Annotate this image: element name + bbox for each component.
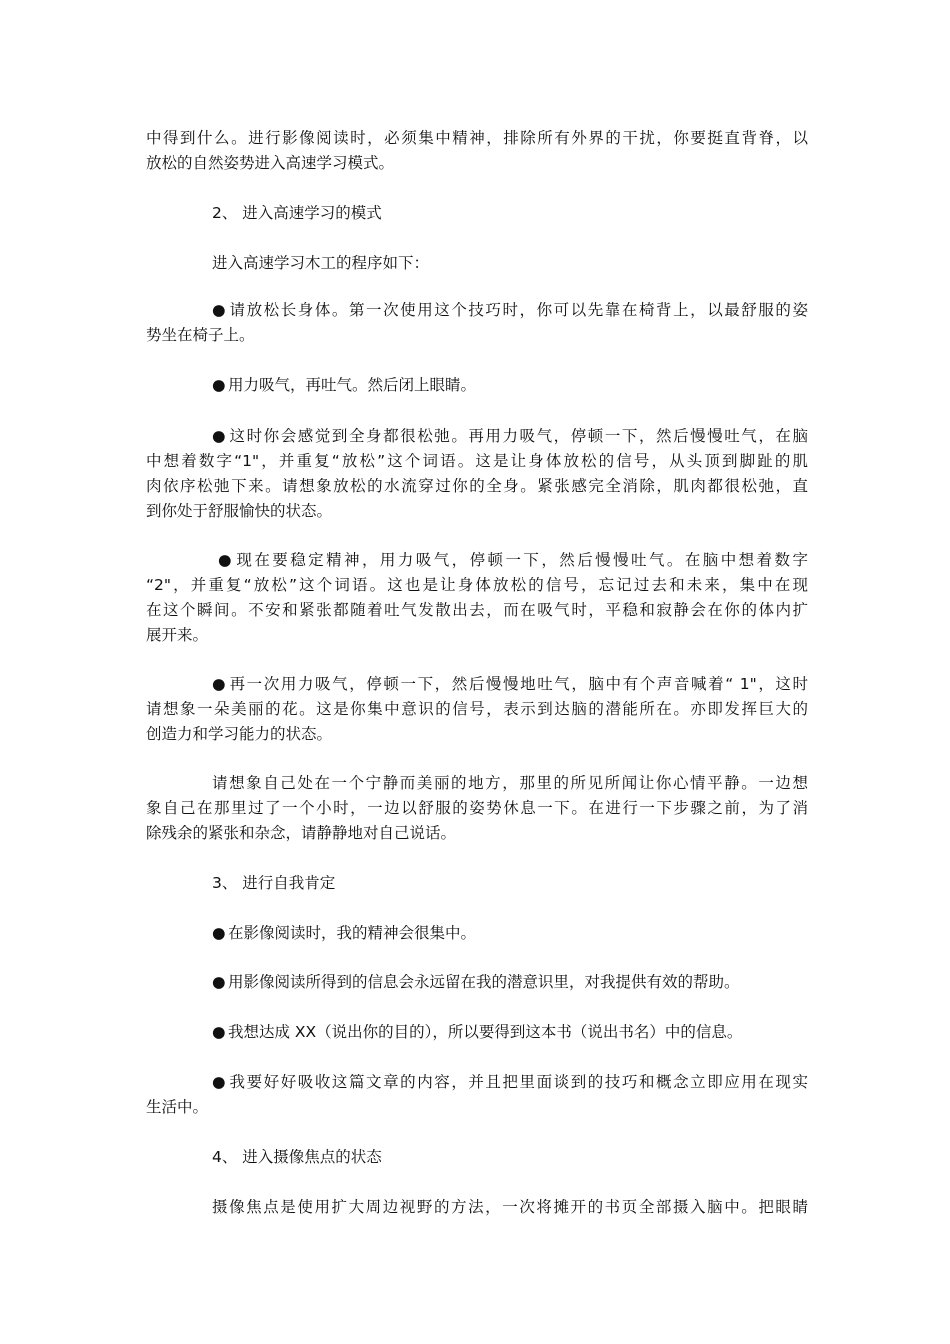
text-line: 创造力和学习能力的状态。 (146, 725, 333, 743)
bullet-icon: ● (212, 1073, 226, 1091)
text-line: ● 用力吸气，再吐气。然后闭上眼睛。 (146, 373, 808, 398)
text-line: 摄像焦点是使用扩大周边视野的方法，一次将摊开的书页全部摄入脑中。把眼睛 (212, 1198, 808, 1216)
text-line: 放松的自然姿势进入高速学习模式。 (146, 154, 395, 172)
bullet-icon: ● (212, 301, 226, 319)
text-line: 请想象自己处在一个宁静而美丽的地方，那里的所见所闻让你心情平静。一边想 (212, 774, 808, 792)
text-line: ● 请放松长身体。第一次使用这个技巧时，你可以先靠在椅背上，以最舒服的姿 (146, 298, 808, 323)
bullet-icon: ● (212, 924, 226, 942)
text-line: ● 这时你会感觉到全身都很松弛。再用力吸气，停顿一下，然后慢慢吐气，在脑 (146, 424, 808, 449)
heading-3 (146, 871, 808, 896)
heading-4 (146, 1145, 808, 1170)
text-line: 展开来。 (146, 626, 209, 644)
heading-2 (146, 201, 808, 226)
text-line: ● 用影像阅读所得到的信息会永远留在我的潜意识里，对我提供有效的帮助。 (146, 970, 808, 995)
text-line: 请想象一朵美丽的花。这是你集中意识的信号，表示到达脑的潜能所在。亦即发挥巨大的 (146, 700, 808, 718)
section-heading: 3、 进行自我肯定 (212, 874, 336, 892)
text-line: ● 现在要稳定精神，用力吸气，停顿一下，然后慢慢吐气。在脑中想着数字 (146, 548, 808, 573)
text-line: ● 再一次用力吸气，停顿一下，然后慢慢地吐气，脑中有个声音喊着“ 1"，这时 (146, 672, 808, 697)
paragraph-3 (146, 1195, 808, 1220)
intro-2 (146, 251, 808, 276)
text-line: ● 在影像阅读时，我的精神会很集中。 (146, 921, 808, 946)
text-line: 象自己在那里过了一个小时，一边以舒服的姿势休息一下。在进行一下步骤之前，为了消 (146, 799, 808, 817)
text-line: 中得到什么。进行影像阅读时，必须集中精神，排除所有外界的干扰，你要挺直背脊，以 (146, 129, 808, 147)
bullet-item-1 (146, 298, 808, 348)
bullet-item-5 (146, 672, 808, 747)
bullet-icon: ● (212, 376, 226, 394)
paragraph-2 (146, 771, 808, 846)
bullet-item-2 (146, 373, 808, 398)
text-line: ● 我要好好吸收这篇文章的内容，并且把里面谈到的技巧和概念立即应用在现实 (146, 1070, 808, 1095)
affirmation-2 (146, 970, 808, 995)
bullet-item-3 (146, 424, 808, 524)
affirmation-1 (146, 921, 808, 946)
section-heading: 4、 进入摄像焦点的状态 (212, 1148, 382, 1166)
text-line: 生活中。 (146, 1098, 209, 1116)
bullet-icon: ● (212, 675, 226, 693)
paragraph-1 (146, 126, 808, 176)
text-line: 肉依序松弛下来。请想象放松的水流穿过你的全身。紧张感完全消除，肌肉都很松弛，直 (146, 477, 808, 495)
bullet-icon: ● (218, 551, 232, 569)
bullet-icon: ● (212, 1023, 226, 1041)
text-line: 进入高速学习木工的程序如下： (212, 254, 430, 272)
bullet-icon: ● (212, 427, 226, 445)
text-line: 势坐在椅子上。 (146, 326, 255, 344)
bullet-icon: ● (212, 973, 226, 991)
section-heading: 2、 进入高速学习的模式 (212, 204, 382, 222)
affirmation-3 (146, 1020, 808, 1045)
text-line: 中想着数字“1"，并重复“放松”这个词语。这是让身体放松的信号，从头顶到脚趾的肌 (146, 452, 808, 470)
text-line: 到你处于舒服愉快的状态。 (146, 502, 333, 520)
bullet-item-4 (146, 548, 808, 648)
text-line: “2"，并重复“放松”这个词语。这也是让身体放松的信号，忘记过去和未来，集中在现 (146, 576, 808, 594)
text-line: ● 我想达成 XX（说出你的目的），所以要得到这本书（说出书名）中的信息。 (146, 1020, 808, 1045)
text-line: 除残余的紧张和杂念，请静静地对自己说话。 (146, 824, 457, 842)
text-line: 在这个瞬间。不安和紧张都随着吐气发散出去，而在吸气时，平稳和寂静会在你的体内扩 (146, 601, 808, 619)
affirmation-4 (146, 1070, 808, 1120)
